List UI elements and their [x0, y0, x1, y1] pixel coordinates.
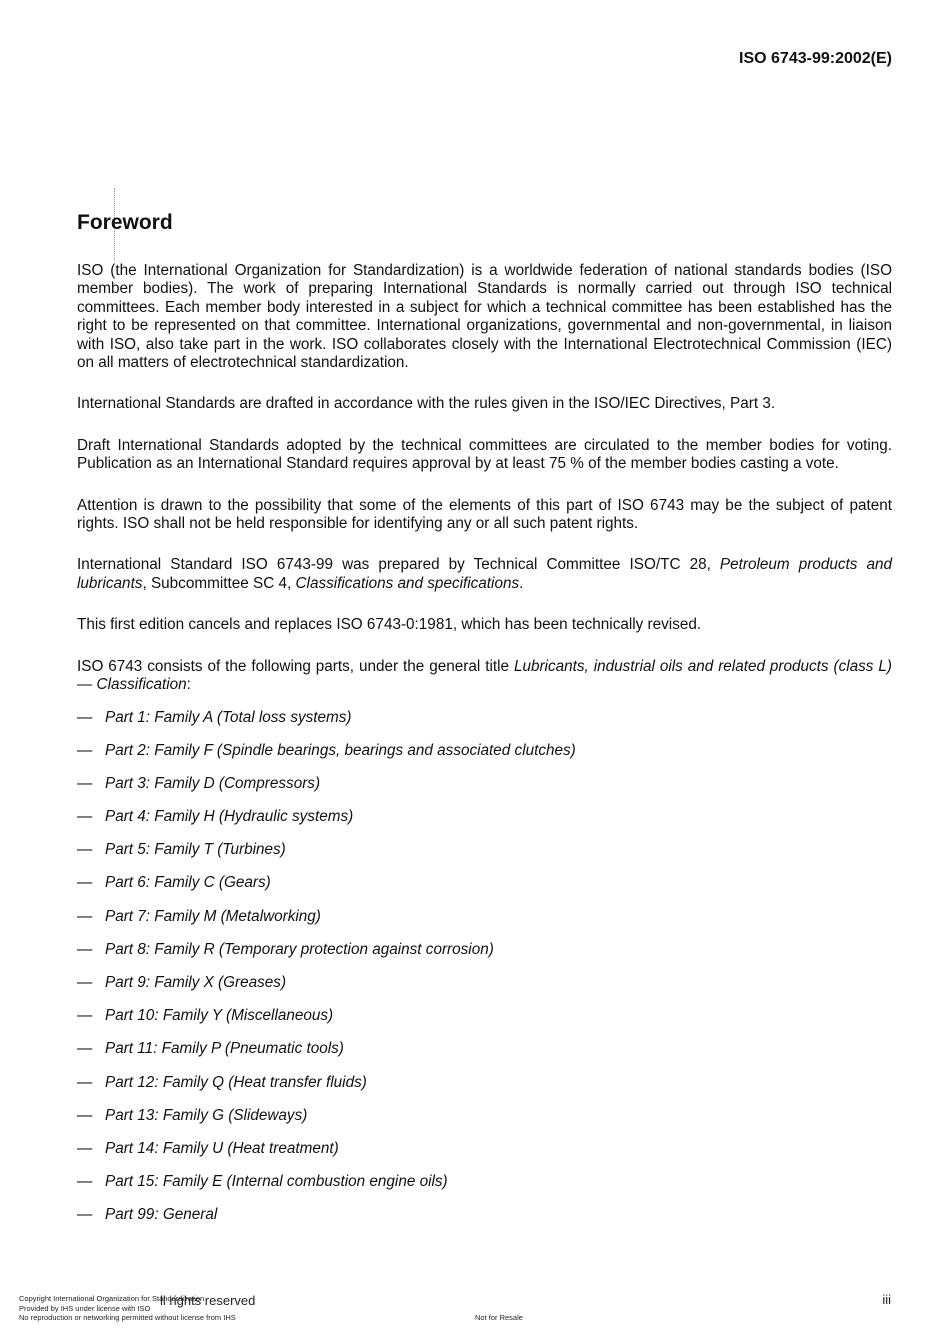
paragraph-prepared-by [77, 556, 892, 593]
list-item [77, 1140, 892, 1173]
list-item [77, 1107, 892, 1140]
paragraph-directives: International Standards are drafted in accordance with the rules given in the ISO/IEC Directives, Part 3. [77, 395, 776, 413]
dash-bullet: — [77, 841, 93, 859]
part-label: Part 11: Family P (Pneumatic tools) [105, 1040, 344, 1058]
list-item [77, 808, 892, 841]
subcommittee-title: Classifications and specifications [295, 574, 520, 592]
dash-bullet: — [77, 741, 93, 759]
prepared-by-text: International Standard ISO 6743-99 was prepared by Technical Committee ISO/TC 28, [77, 556, 720, 574]
dash-bullet: — [77, 708, 93, 726]
list-item [77, 941, 892, 974]
list-item [77, 974, 892, 1007]
paragraph-draft-voting: Draft International Standards adopted by the technical committees are circulated to the member bodies for voting. Publication as an International Standard requires approval by at least 75 % of the member bodies casting a vote. [77, 436, 892, 473]
part-label: Part 99: General [105, 1206, 218, 1224]
parts-intro-colon: : [186, 676, 191, 694]
part-label: Part 8: Family R (Temporary protection against corrosion) [105, 940, 494, 958]
general-title: Lubricants, industrial oils and related products (class L) — Classification [77, 657, 892, 694]
part-label: Part 12: Family Q (Heat transfer fluids) [105, 1073, 367, 1091]
dash-bullet: — [77, 1173, 93, 1191]
list-item [77, 1206, 892, 1239]
parts-intro-text: ISO 6743 consists of the following parts, under the general title [77, 657, 514, 675]
dash-bullet: — [77, 1007, 93, 1025]
part-label: Part 5: Family T (Turbines) [105, 841, 286, 859]
sentence-end: . [519, 574, 524, 592]
foreword-title: Foreword [77, 211, 173, 234]
dash-bullet: — [77, 808, 93, 826]
part-label: Part 6: Family C (Gears) [105, 874, 271, 892]
list-item [77, 709, 892, 742]
list-item [77, 742, 892, 775]
dash-bullet: — [77, 940, 93, 958]
committee-title: Petroleum products and lubricants [77, 556, 892, 592]
list-item [77, 1007, 892, 1040]
license-line: Provided by IHS under license with ISO [19, 1303, 151, 1313]
reproduction-line: No reproduction or networking permitted without license from IHS [19, 1313, 236, 1323]
list-item [77, 1040, 892, 1073]
dash-bullet: — [77, 907, 93, 925]
dash-bullet: — [77, 1040, 93, 1058]
dash-bullet: — [77, 774, 93, 792]
copyright-line: Copyright International Organization for Standardization [19, 1294, 205, 1303]
list-item [77, 841, 892, 874]
part-label: Part 4: Family H (Hydraulic systems) [105, 808, 354, 826]
dash-bullet: — [77, 1139, 93, 1157]
part-label: Part 3: Family D (Compressors) [105, 774, 321, 792]
rights-reserved-text: ll rights reserved [160, 1293, 256, 1308]
dash-bullet: — [77, 874, 93, 892]
paragraph-edition: This first edition cancels and replaces ISO 6743-0:1981, which has been technically revised. [77, 616, 702, 634]
dash-bullet: — [77, 1073, 93, 1091]
dash-bullet: — [77, 974, 93, 991]
list-item [77, 1173, 892, 1206]
dash-bullet: — [77, 1106, 93, 1124]
part-label: Part 2: Family F (Spindle bearings, bearings and associated clutches) [105, 741, 576, 759]
paragraph-iso-intro: ISO (the International Organization for Standardization) is a worldwide federation of national standards bodies (ISO member bodies). The work of preparing International Standards is normally carried out through ISO technical committees. Each member body interested in a subject for which a technical committee has been established has the right to be represented on that committee. International organizations, governmental and non-governmental, in liaison with ISO, also take part in the work. ISO collaborates closely with the International Electrotechnical Commission (IEC) on all matters of electrotechnical standardization. [77, 262, 892, 372]
part-label: Part 7: Family M (Metalworking) [105, 907, 321, 925]
list-item [77, 775, 892, 808]
document-code: ISO 6743-99:2002(E) [739, 50, 892, 67]
subcommittee-text: , Subcommittee SC 4, [142, 574, 296, 592]
dash-bullet: — [77, 1206, 93, 1224]
part-label: Part 10: Family Y (Miscellaneous) [105, 1007, 334, 1025]
part-label: Part 9: Family X (Greases) [105, 974, 287, 991]
part-label: Part 1: Family A (Total loss systems) [105, 708, 352, 726]
part-label: Part 14: Family U (Heat treatment) [105, 1139, 339, 1157]
list-item [77, 1074, 892, 1107]
parts-list [77, 709, 892, 1240]
page-number: iii [882, 1292, 891, 1307]
foreword-section [77, 208, 892, 1240]
part-label: Part 15: Family E (Internal combustion engine oils) [105, 1173, 448, 1191]
part-label: Part 13: Family G (Slideways) [105, 1106, 308, 1124]
not-for-resale-text: Not for Resale [475, 1313, 523, 1322]
paragraph-parts-intro [77, 658, 892, 695]
list-item [77, 908, 892, 941]
paragraph-patent-rights: Attention is drawn to the possibility that some of the elements of this part of ISO 6743 may be the subject of patent rights. ISO shall not be held responsible for identifying any or all such patent rights. [77, 496, 892, 533]
list-item [77, 874, 892, 907]
